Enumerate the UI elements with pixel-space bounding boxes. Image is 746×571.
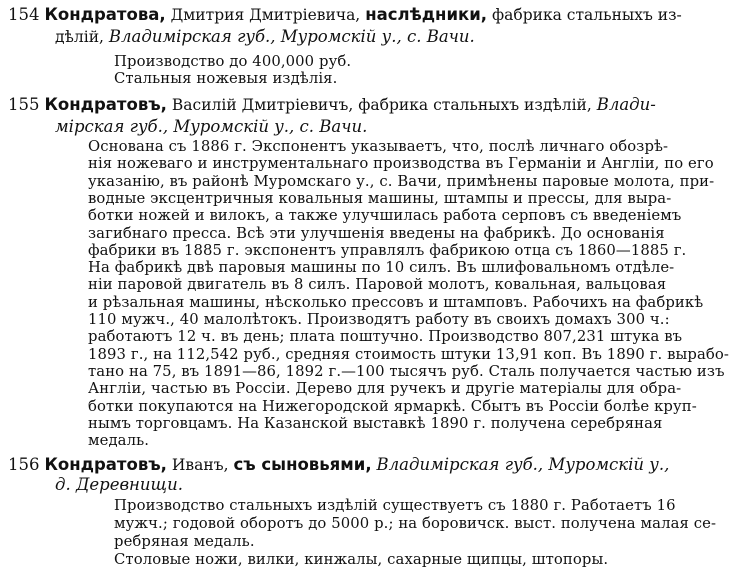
entry-line: тано на 75, въ 1891—86, 1892 г.—100 тысячъ руб. Сталь получается частью изъ (88, 362, 725, 380)
entry-line: ніи паровой двигатель въ 8 силъ. Паровой молотъ, ковальная, вальцовая (88, 276, 667, 294)
entry-header (8, 95, 656, 115)
entry-person: Василій Дмитріевичъ, (171, 96, 354, 114)
entry-number: 156 (8, 455, 40, 474)
entry-line: работаютъ 12 ч. въ день; плата поштучно. Производство 807,231 штука въ (88, 328, 683, 346)
entry-header (8, 5, 682, 25)
entry-line: ребряная медаль. (114, 533, 255, 550)
entry-address: д. Деревнищи. (55, 475, 183, 494)
entry-number: 155 (8, 95, 40, 114)
entry-line: 110 мужч., 40 малолѣтокъ. Производятъ работу въ своихъ домахъ 300 ч.: (88, 311, 670, 328)
entry-name: Кондратова, (44, 5, 166, 24)
entry-line: водные эксцентричныя ковальныя машины, штампы и прессы, для выра- (88, 189, 672, 207)
entry-line: ботки покупаются на Нижегородской ярмаркѣ. Сбытъ въ Россіи болѣе круп- (88, 397, 697, 415)
entry-line: Основана съ 1886 г. Экспонентъ указываетъ, что, послѣ личнаго обозрѣ- (88, 138, 669, 155)
entry-line: Стальныя ножевыя издѣлія. (114, 70, 338, 87)
entry-person-suffix: съ сыновьями, (233, 455, 372, 474)
entry-person-suffix: наслѣдники, (365, 5, 488, 24)
entry-name: Кондратовъ, (44, 95, 167, 114)
entry-address-start: Владимірская губ., Муромскій у., (376, 455, 670, 474)
entry-header (8, 455, 669, 475)
entry-address-start: Влади- (596, 95, 656, 114)
entry-address: Владимірская губ., Муромскій у., с. Вачи. (108, 27, 475, 46)
entry-business-cont: дѣлій, (55, 28, 104, 46)
entry-line: и рѣзальная машины, нѣсколько прессовъ и штамповъ. Рабочихъ на фабрикѣ (88, 293, 704, 311)
entry-line: нымъ торговцамъ. На Казанской выставкѣ 1890 г. получена серебряная (88, 414, 663, 432)
entry-line: нія ножеваго и инструментальнаго производства въ Германіи и Англіи, по его (88, 155, 714, 173)
entry-line: мужч.; годовой оборотъ до 5000 р.; на боровичск. выст. получена малая сe- (114, 515, 717, 532)
entry-line: Производство стальныхъ издѣлій существуетъ съ 1880 г. Работаетъ 16 (114, 497, 676, 514)
entry-address-line (55, 117, 367, 137)
entry-name: Кондратовъ, (44, 455, 167, 474)
entry-number: 154 (8, 5, 40, 24)
entry-line: указанію, въ районѣ Муромскаго у., с. Вачи, примѣнены паровые молота, при- (88, 172, 715, 190)
entry-line: На фабрикѣ двѣ паровыя машины по 10 силъ. Въ шлифовальномъ отдѣле- (88, 259, 675, 277)
entry-business: фабрика стальныхъ из- (491, 6, 682, 24)
entry-line: 1893 г., на 112,542 руб., средняя стоимость штуки 13,91 коп. Въ 1890 г. вырабо- (88, 345, 730, 363)
entry-address: мірская губ., Муромскій у., с. Вачи. (55, 117, 368, 136)
entry-person: Иванъ, (171, 456, 229, 474)
entry-line: Производство до 400,000 руб. (114, 53, 352, 70)
entry-business: фабрика стальныхъ издѣлій, (358, 96, 592, 114)
entry-line: Англіи, частью въ Россіи. Дерево для ручекъ и другіе матеріалы для обра- (88, 380, 682, 398)
entry-address-line (55, 475, 183, 495)
entry-line: ботки ножей и вилокъ, а также улучшилась работа серповъ съ введеніемъ (88, 207, 682, 225)
entry-line: Столовые ножи, вилки, кинжалы, сахарные щипцы, штопоры. (114, 551, 609, 568)
entry-address-line (55, 27, 475, 47)
entry-line: медаль. (88, 432, 150, 450)
entry-line: фабрики въ 1885 г. экспонентъ управлялъ фабрикою отца съ 1860—1885 г. (88, 241, 687, 259)
entry-person: Дмитрия Дмитріевича, (170, 6, 361, 24)
entry-line: загибнаго пресса. Всѣ эти улучшенія введены на фабрикѣ. До основанія (88, 224, 665, 242)
